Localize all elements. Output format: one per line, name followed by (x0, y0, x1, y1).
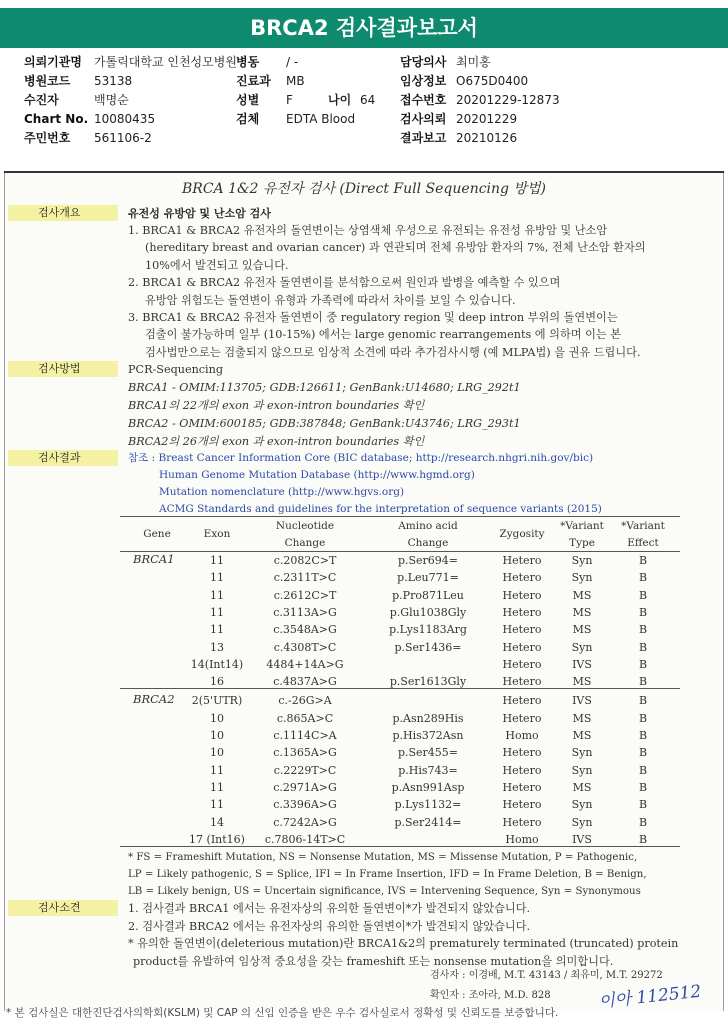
table-cell: MS (572, 623, 592, 637)
table-cell: Hetero (502, 746, 542, 760)
column-header: Zygosity (499, 528, 545, 540)
gene-name: BRCA1 (133, 552, 175, 566)
table-cell: c.865A>C (276, 711, 334, 725)
table-cell: B (638, 729, 648, 742)
header-field-key: 임상정보 (400, 74, 447, 88)
table-cell: c.4837A>G (273, 675, 337, 689)
header-field-key: 결과보고 (400, 131, 447, 145)
table-cell: B (638, 554, 648, 567)
table-cell: 11 (210, 780, 224, 794)
table-cell: c.2612C>T (273, 588, 337, 602)
header-field-key: 성별 (236, 93, 260, 107)
table-cell: p.Ser1436= (394, 640, 462, 654)
header-field-key: 담당의사 (400, 55, 447, 69)
header-field (24, 110, 155, 129)
table-cell: 11 (210, 798, 224, 812)
table-cell: IVS (572, 694, 592, 708)
overview-heading: 유전성 유방암 및 난소암 검사 (128, 207, 271, 220)
table-cell: 10 (210, 711, 224, 725)
table-cell: B (638, 780, 648, 794)
table-cell: 14(Int14) (190, 657, 244, 671)
table-cell: 11 (210, 554, 224, 567)
overview-line: (hereditary breast and ovarian cancer) 과 연관되며 전체 유방암 환자의 7%, 전체 난소암 환자의 (145, 241, 646, 255)
table-cell: Hetero (502, 763, 542, 777)
table-cell: B (638, 711, 648, 725)
header-field-value: F (286, 93, 293, 107)
table-cell: Hetero (502, 675, 542, 689)
table-cell: 4484+14A>G (266, 657, 344, 671)
header-field-key: 병원코드 (24, 74, 71, 88)
legend-line: LB = Likely benign, US = Uncertain significance, IVS = Intervening Sequence, Syn = Synonymous (128, 886, 641, 897)
table-cell: Hetero (502, 780, 542, 794)
table-cell: Hetero (502, 711, 542, 725)
table-cell: B (638, 832, 648, 846)
header-field-value: 가톨릭대학교 인천성모병원 (94, 55, 237, 69)
table-cell: MS (572, 780, 592, 794)
header-field-key: 수진자 (24, 93, 59, 107)
method-line: BRCA1의 22개의 exon 과 exon-intron boundaries 확인 (128, 399, 425, 412)
report-title: BRCA2 검사결과보고서 (0, 8, 728, 48)
column-header-sub: Change (407, 537, 449, 549)
header-field (24, 72, 132, 91)
table-cell: Syn (571, 554, 593, 567)
table-cell: c.2311T>C (273, 571, 337, 585)
table-cell: c.1114C>A (273, 729, 337, 742)
header-field-key: 접수번호 (400, 93, 447, 107)
table-cell: Syn (571, 571, 593, 585)
confirmer: 확인자 : 조아라, M.D. 828 (430, 990, 551, 1001)
table-cell: B (638, 815, 648, 829)
table-cell: c.3396A>G (273, 798, 337, 812)
table-cell: Hetero (502, 815, 542, 829)
table-cell: B (638, 675, 648, 689)
table-cell: p.Leu771= (397, 571, 459, 585)
legend-line: LP = Likely pathogenic, S = Splice, IFI = In Frame Insertion, IFD = In Frame Deletion, B = Benign, (128, 869, 647, 880)
table-cell: IVS (572, 832, 592, 846)
table-cell: B (638, 746, 648, 760)
header-field-value: 20201229-12873 (456, 93, 560, 107)
column-header: Exon (203, 528, 231, 540)
method-line: BRCA2의 26개의 exon 과 exon-intron boundaries 확인 (128, 435, 425, 448)
table-cell: IVS (572, 657, 592, 671)
header-field (24, 129, 152, 148)
overview-line: 검사법만으로는 검출되지 않으므로 임상적 소견에 따라 추가검사시행 (예 MLPA법) 을 권유 드립니다. (145, 345, 641, 359)
table-cell: B (638, 623, 648, 637)
table-cell: 13 (210, 640, 224, 654)
table-cell: B (638, 798, 648, 812)
table-cell: p.Ser694= (397, 554, 459, 567)
header-field-value: / - (286, 55, 299, 69)
column-header: *Variant (560, 520, 604, 532)
header-field (24, 91, 129, 110)
table-cell: p.Glu1038Gly (389, 605, 467, 619)
table-cell: 17 (Int16) (189, 832, 245, 846)
findings-line: * 유의한 돌연변이(deleterious mutation)란 BRCA1&2의 prematurely terminated (truncated) protein (128, 937, 679, 950)
table-cell: c.3548A>G (273, 623, 337, 637)
column-header-sub: Change (284, 537, 326, 549)
header-field-value: MB (286, 74, 305, 88)
overview-line: 3. BRCA1 & BRCA2 유전자 돌연변이 중 regulatory region 및 deep intron 부위의 돌연변이는 (128, 311, 618, 324)
header-field-key: 의뢰기관명 (24, 55, 82, 69)
table-cell: 11 (210, 588, 224, 602)
table-cell: 2(5'UTR) (191, 694, 243, 708)
age-value: 64 (360, 93, 376, 107)
header-field-key: Chart No. (24, 112, 89, 126)
column-header-sub: Type (569, 537, 595, 549)
findings-line: 2. 검사결과 BRCA2 에서는 유전자상의 유의한 돌연변이*가 발견되지 않았습니다. (128, 919, 531, 933)
table-cell: Hetero (502, 694, 542, 708)
table-cell: c.7806-14T>C (264, 832, 346, 846)
table-cell: Syn (571, 763, 593, 777)
table-cell: p.Lys1132= (394, 798, 462, 812)
column-header: Gene (143, 528, 171, 540)
header-field-value: 20210126 (456, 131, 518, 145)
method-line: PCR-Sequencing (128, 363, 223, 376)
table-cell: p.Asn289His (392, 711, 464, 725)
table-cell: p.Asn991Asp (391, 780, 465, 794)
table-cell: MS (572, 605, 592, 619)
method-label: 검사방법 (8, 361, 118, 377)
table-cell: B (638, 588, 648, 602)
table-cell: Syn (571, 798, 593, 812)
table-cell: c.2229T>C (273, 763, 337, 777)
table-cell: Homo (505, 832, 539, 846)
table-cell: Hetero (502, 605, 542, 619)
table-cell: 14 (210, 815, 224, 829)
column-header-sub: Effect (627, 537, 659, 549)
table-cell: Hetero (502, 588, 542, 602)
footer-note: * 본 검사실은 대한진단검사의학회(KSLM) 및 CAP 의 신임 인증을 받은 우수 검사실로서 정확성 및 신뢰도를 보증합니다. (6, 1007, 559, 1019)
result-label: 검사결과 (8, 450, 118, 466)
table-cell: c.2971A>G (273, 780, 337, 794)
table-cell: 10 (210, 729, 224, 742)
header-field-value: EDTA Blood (286, 112, 356, 126)
table-cell: c.1365A>G (273, 746, 337, 760)
table-cell: p.Pro871Leu (392, 588, 464, 602)
document-title: BRCA 1&2 유전자 검사 (Direct Full Sequencing 방법) (182, 181, 546, 197)
divider (4, 171, 724, 173)
header-field (400, 72, 528, 91)
table-cell: p.Ser1613Gly (389, 675, 467, 689)
overview-label: 검사개요 (8, 205, 118, 221)
legend-line: * FS = Frameshift Mutation, NS = Nonsense Mutation, MS = Missense Mutation, P = Pathogenic, (128, 852, 638, 863)
header-field-value: O675D0400 (456, 74, 529, 88)
header-field-key: 주민번호 (24, 131, 71, 145)
table-group-rule (120, 688, 680, 689)
table-cell: Hetero (502, 571, 542, 585)
table-cell: Hetero (502, 640, 542, 654)
table-cell: p.Ser2414= (394, 815, 462, 829)
table-cell: Hetero (502, 798, 542, 812)
header-field-value: 최미홍 (456, 55, 491, 69)
header-field (400, 110, 517, 129)
table-cell: c.4308T>C (273, 640, 337, 654)
reference-line: Mutation nomenclature (http://www.hgvs.org) (159, 486, 405, 498)
reference-line: Human Genome Mutation Database (http://www.hgmd.org) (159, 469, 475, 481)
table-cell: p.His372Asn (392, 729, 464, 742)
table-cell: c.-26G>A (278, 694, 332, 708)
table-cell: c.2082C>T (273, 554, 337, 567)
header-field-value: 20201229 (456, 112, 518, 126)
table-cell: p.Lys1183Arg (389, 623, 467, 637)
header-field-value: 561106-2 (94, 131, 152, 145)
gene-name: BRCA2 (133, 692, 175, 707)
header-field (400, 53, 491, 72)
table-cell: B (638, 694, 648, 708)
table-cell: Hetero (502, 657, 542, 671)
header-field-key: 병동 (236, 55, 260, 69)
table-cell: 11 (210, 623, 224, 637)
overview-line: 1. BRCA1 & BRCA2 유전자의 돌연변이는 상염색체 우성으로 유전되는 유전성 유방암 및 난소암 (128, 224, 608, 237)
table-cell: MS (572, 729, 592, 742)
header-field (236, 72, 305, 91)
header-field (236, 110, 355, 129)
table-cell: c.3113A>G (273, 605, 337, 619)
reference-line: ACMG Standards and guidelines for the interpretation of sequence variants (2015) (159, 503, 602, 515)
header-field (24, 53, 237, 72)
method-line: BRCA2 - OMIM:600185; GDB:387848; GenBank:U43746; LRG_293t1 (128, 417, 521, 430)
table-cell: Syn (571, 640, 593, 654)
table-cell: Hetero (502, 623, 542, 637)
table-cell: B (638, 763, 648, 777)
header-field-key: 검체 (236, 112, 260, 126)
overview-line: 검출이 불가능하며 일부 (10-15%) 에서는 large genomic rearrangements 에 의하며 이는 본 (145, 328, 622, 342)
column-header: Amino acid (398, 520, 458, 532)
table-cell: Syn (571, 815, 593, 829)
header-field (400, 129, 517, 148)
table-cell: Hetero (502, 554, 542, 567)
findings-line: 1. 검사결과 BRCA1 에서는 유전자상의 유의한 돌연변이*가 발견되지 않았습니다. (128, 902, 531, 915)
column-header: Nucleotide (275, 520, 335, 532)
table-cell: p.Ser455= (397, 746, 459, 760)
table-cell: 11 (210, 571, 224, 585)
table-cell: 16 (210, 675, 224, 689)
table-bottom-rule (120, 846, 680, 847)
header-field (236, 91, 293, 110)
header-field-value: 백명순 (94, 93, 129, 107)
signature: 이아 112512 (597, 981, 703, 1013)
header-field-key: 검사의뢰 (400, 112, 447, 126)
header-field (236, 53, 298, 72)
method-line: BRCA1 - OMIM:113705; GDB:126611; GenBank:U14680; LRG_292t1 (128, 381, 521, 394)
table-cell: MS (572, 675, 592, 689)
table-cell: Homo (505, 729, 539, 742)
table-cell: B (638, 605, 648, 619)
column-header: *Variant (621, 520, 665, 532)
table-cell: MS (572, 588, 592, 602)
header-field-value: 10080435 (94, 112, 156, 126)
overview-line: 10%에서 발견되고 있습니다. (145, 258, 289, 272)
reference-line: 참조 : Breast Cancer Information Core (BIC database; http://research.nhgri.nih.gov/bic) (128, 452, 594, 464)
table-cell: Syn (571, 746, 593, 760)
table-cell: B (638, 571, 648, 585)
table-cell: B (638, 640, 648, 654)
table-cell: 11 (210, 605, 224, 619)
overview-line: 2. BRCA1 & BRCA2 유전자 돌연변이를 분석함으로써 원인과 발병을 예측할 수 있으며 (128, 276, 561, 290)
examiner: 검사자 : 이경배, M.T. 43143 / 최유미, M.T. 29272 (430, 970, 663, 981)
table-cell: 11 (210, 763, 224, 777)
table-top-rule (120, 516, 680, 517)
header-field-value: 53138 (94, 74, 133, 88)
age-label: 나이 (328, 93, 352, 107)
findings-line: product를 유발하여 임상적 중요성을 갖는 frameshift 또는 nonsense mutation을 의미합니다. (133, 954, 614, 968)
table-cell: MS (572, 711, 592, 725)
table-cell: B (638, 657, 648, 671)
header-field-key: 진료과 (236, 74, 271, 88)
table-cell: c.7242A>G (273, 815, 337, 829)
table-cell: 10 (210, 746, 224, 760)
findings-label: 검사소견 (8, 900, 118, 916)
header-field (400, 91, 560, 110)
table-cell: p.His743= (398, 763, 458, 777)
overview-line: 유방암 위험도는 돌연변이 유형과 가족력에 따라서 차이를 보일 수 있습니다. (145, 293, 516, 307)
